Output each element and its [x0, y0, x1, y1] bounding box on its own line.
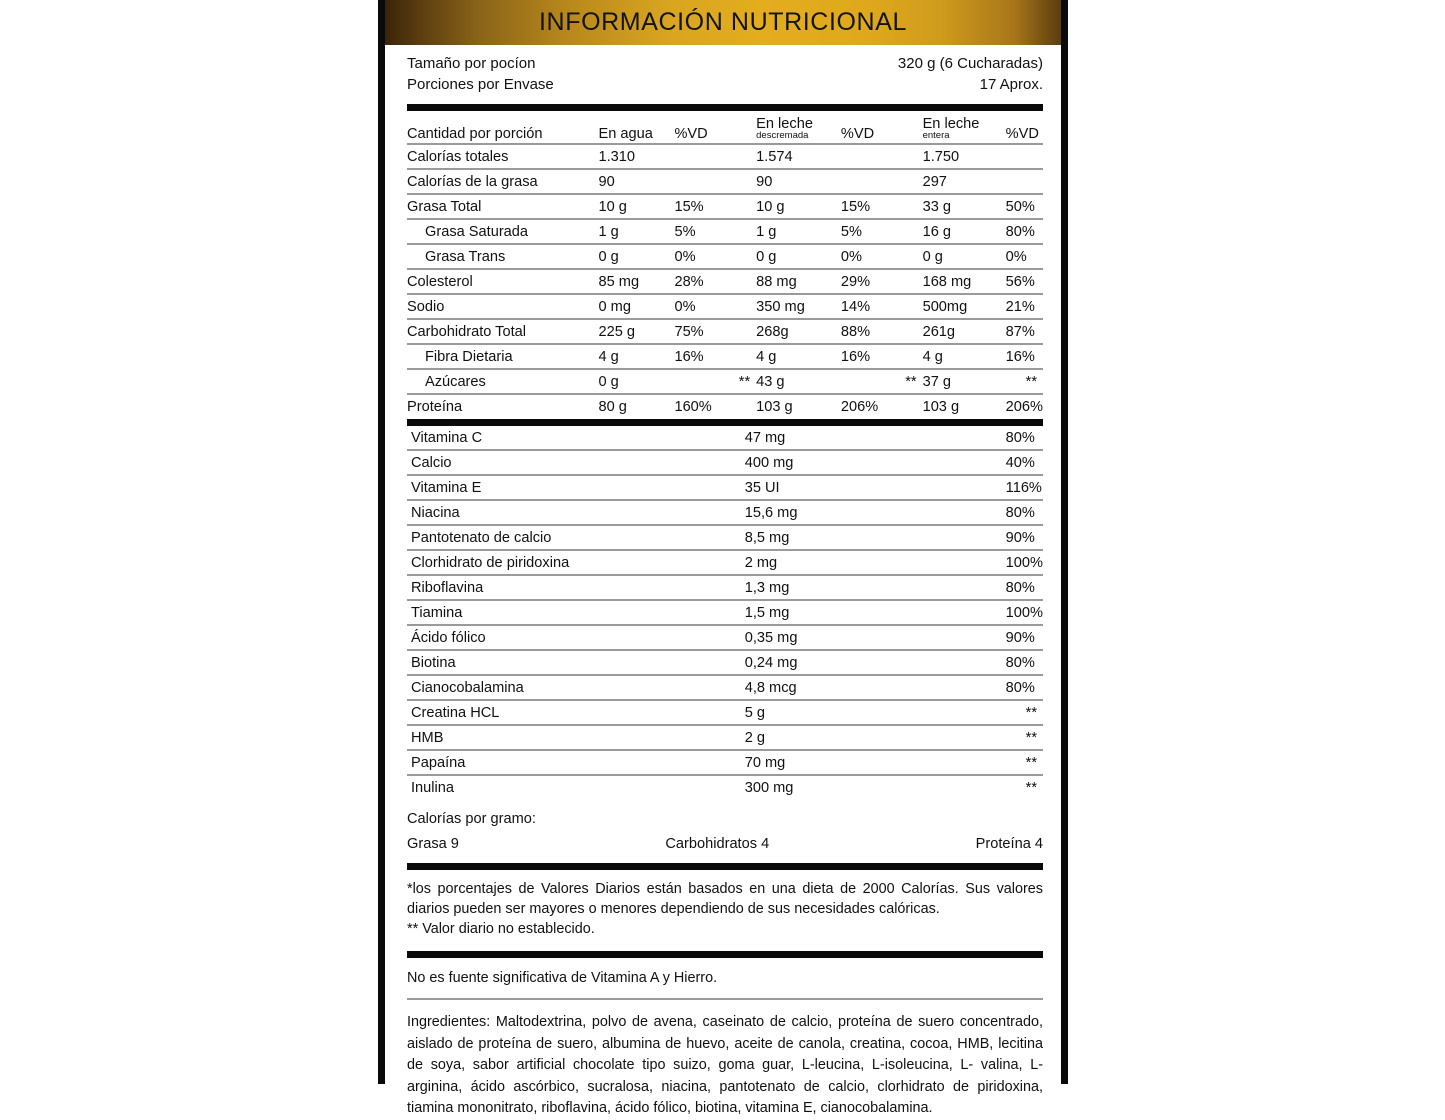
pct-water: 160%: [674, 394, 756, 418]
divider-thick-after-protein: [407, 419, 1043, 426]
calories-per-gram-protein: Proteína 4: [975, 836, 1043, 852]
table-row: [407, 194, 1043, 219]
value-water: 0 g: [599, 369, 675, 394]
table-row: [407, 319, 1043, 344]
serving-size-label: Tamaño por pocíon: [407, 55, 536, 72]
pct-whole-milk: 56%: [1006, 269, 1043, 294]
footnote-not-established: ** Valor diario no establecido.: [407, 921, 595, 937]
micronutrient-name: Calcio: [407, 450, 745, 475]
value-whole-milk: 0 g: [923, 244, 1006, 269]
value-whole-milk: 168 mg: [923, 269, 1006, 294]
table-row: [407, 219, 1043, 244]
calories-per-gram-block: [385, 799, 1061, 860]
micronutrient-name: Clorhidrato de piridoxina: [407, 550, 745, 575]
pct-water: 0%: [674, 294, 756, 319]
pct-skim-milk: [841, 169, 923, 194]
nutrient-name: Calorías de la grasa: [407, 169, 599, 194]
micronutrient-pct: 90%: [1006, 525, 1043, 550]
header-col-skim-milk-sub: descremada: [756, 130, 809, 141]
footnotes-block: [385, 870, 1061, 948]
pct-water: 15%: [674, 194, 756, 219]
nutrient-name: Colesterol: [407, 269, 599, 294]
table-row: [407, 525, 1043, 550]
nutrient-name: Grasa Saturada: [407, 219, 599, 244]
value-whole-milk: 33 g: [923, 194, 1006, 219]
value-whole-milk: 16 g: [923, 219, 1006, 244]
divider-thick-before-not-significant: [407, 951, 1043, 958]
pct-whole-milk: 206%: [1006, 394, 1043, 418]
page-title: INFORMACIÓN NUTRICIONAL: [539, 8, 907, 36]
table-row: [407, 294, 1043, 319]
micronutrient-pct: 116%: [1006, 475, 1043, 500]
value-whole-milk: 261g: [923, 319, 1006, 344]
micronutrient-amount: 2 g: [745, 725, 1006, 750]
micronutrient-amount: 1,3 mg: [745, 575, 1006, 600]
nutrient-name: Carbohidrato Total: [407, 319, 599, 344]
pct-whole-milk: 80%: [1006, 219, 1043, 244]
micronutrient-pct: **: [1006, 750, 1043, 775]
ingredients-text: Ingredientes: Maltodextrina, polvo de avena, caseinato de calcio, proteína de suero concentrado, aislado de proteína de suero, albumina de huevo, aceite de canola, creatina, cocoa, HMB, lecitina de soya, sabor artificial chocolate tipo suizo, goma guar, L-leucina, L-isoleucina, L- valina, L- arginina, ácido ascórbico, sucralosa, niacina, pantotenato de calcio, clorhidrato de piridoxina, tiamina mononitrato, riboflavina, ácido fólico, biotina, vitamina E, cianocobalamina.: [407, 1014, 1043, 1116]
value-water: 1.310: [599, 144, 675, 169]
calories-per-gram-carbs: Carbohidratos 4: [665, 836, 770, 852]
micronutrient-amount: 300 mg: [745, 775, 1006, 799]
micronutrient-pct: 100%: [1006, 550, 1043, 575]
nutrient-name: Calorías totales: [407, 144, 599, 169]
nutrition-facts-panel: [378, 0, 1068, 1116]
micronutrient-pct: 80%: [1006, 650, 1043, 675]
micronutrient-amount: 5 g: [745, 700, 1006, 725]
nutrient-name: Fibra Dietaria: [407, 344, 599, 369]
micronutrient-name: Ácido fólico: [407, 625, 745, 650]
micronutrient-amount: 15,6 mg: [745, 500, 1006, 525]
value-water: 90: [599, 169, 675, 194]
micronutrient-name: Vitamina C: [411, 430, 483, 446]
pct-whole-milk: 50%: [1006, 194, 1043, 219]
value-skim-milk: 103 g: [756, 394, 841, 418]
value-water: 80 g: [599, 394, 675, 418]
pct-whole-milk: 16%: [1006, 344, 1043, 369]
value-skim-milk: 1.574: [756, 144, 841, 169]
pct-skim-milk: 16%: [841, 344, 923, 369]
pct-skim-milk: 0%: [841, 244, 923, 269]
nutrition-table-header: [407, 111, 1043, 144]
pct-whole-milk: 0%: [1006, 244, 1043, 269]
value-whole-milk: 37 g: [923, 369, 1006, 394]
table-row: [407, 650, 1043, 675]
value-skim-milk: 90: [756, 169, 841, 194]
micronutrient-name: Tiamina: [407, 600, 745, 625]
value-skim-milk: 268g: [756, 319, 841, 344]
micronutrient-pct: 80%: [1005, 430, 1035, 446]
value-water: 225 g: [599, 319, 675, 344]
micronutrient-pct: **: [1006, 775, 1043, 799]
value-water: 4 g: [599, 344, 675, 369]
table-row: [407, 575, 1043, 600]
micronutrient-name: Pantotenato de calcio: [407, 525, 745, 550]
pct-skim-milk: 206%: [841, 394, 923, 418]
micronutrient-name: Biotina: [407, 650, 745, 675]
serving-info-block: [385, 45, 1061, 101]
pct-skim-milk: **: [841, 369, 923, 394]
micronutrient-amount: 0,24 mg: [745, 650, 1006, 675]
table-row: [407, 500, 1043, 525]
servings-per-container-row: [407, 74, 1043, 95]
pct-whole-milk: [1006, 144, 1043, 169]
nutrient-name: Grasa Trans: [407, 244, 599, 269]
nutrient-name: Azúcares: [407, 369, 599, 394]
value-skim-milk: 350 mg: [756, 294, 841, 319]
value-skim-milk: 4 g: [756, 344, 841, 369]
micronutrient-amount: 8,5 mg: [745, 525, 1006, 550]
table-row: [407, 675, 1043, 700]
micronutrient-pct: **: [1006, 700, 1043, 725]
nutrition-table: [407, 111, 1043, 418]
divider-thick-before-footnotes: [407, 863, 1043, 870]
micronutrient-amount: 400 mg: [745, 450, 1006, 475]
micronutrient-pct: 90%: [1006, 625, 1043, 650]
pct-water: 75%: [674, 319, 756, 344]
table-row: [407, 450, 1043, 475]
value-water: 1 g: [599, 219, 675, 244]
table-row: [407, 775, 1043, 799]
value-skim-milk: 0 g: [756, 244, 841, 269]
value-skim-milk: 43 g: [756, 369, 841, 394]
micronutrient-name: Papaína: [407, 750, 745, 775]
value-water: 10 g: [599, 194, 675, 219]
calories-per-gram-fat: Grasa 9: [407, 836, 459, 852]
pct-whole-milk: 21%: [1006, 294, 1043, 319]
micronutrient-amount: 35 UI: [745, 475, 1006, 500]
table-row: [407, 725, 1043, 750]
value-whole-milk: 103 g: [923, 394, 1006, 418]
micronutrient-name: Inulina: [407, 775, 745, 799]
header-col-whole-milk-sub: entera: [922, 130, 950, 141]
pct-skim-milk: [841, 144, 923, 169]
divider-thick-top: [407, 104, 1043, 111]
value-whole-milk: 4 g: [923, 344, 1006, 369]
servings-per-container-value: 17 Aprox.: [979, 76, 1043, 93]
micronutrient-amount: 47 mg: [744, 430, 786, 446]
micronutrient-name: Vitamina E: [407, 475, 745, 500]
micronutrient-amount: 70 mg: [745, 750, 1006, 775]
pct-skim-milk: 88%: [841, 319, 923, 344]
micronutrient-pct: 80%: [1006, 675, 1043, 700]
pct-skim-milk: 5%: [841, 219, 923, 244]
micronutrient-name: Cianocobalamina: [407, 675, 745, 700]
nutrient-name: Grasa Total: [407, 194, 599, 219]
nutrient-name: Sodio: [407, 294, 599, 319]
table-row: [407, 600, 1043, 625]
table-row: [407, 144, 1043, 169]
value-whole-milk: 1.750: [923, 144, 1006, 169]
value-water: 85 mg: [599, 269, 675, 294]
micronutrient-pct: **: [1006, 725, 1043, 750]
micronutrient-name: Creatina HCL: [407, 700, 745, 725]
calories-per-gram-title: Calorías por gramo:: [407, 811, 536, 827]
table-row: [407, 269, 1043, 294]
header-col-whole-milk-pct: %VD: [1005, 126, 1039, 142]
pct-water: 5%: [674, 219, 756, 244]
micronutrient-amount: 2 mg: [745, 550, 1006, 575]
micronutrient-name: Riboflavina: [407, 575, 745, 600]
table-row: [407, 369, 1043, 394]
micronutrient-pct: 40%: [1006, 450, 1043, 475]
table-row: [407, 426, 1043, 450]
pct-whole-milk: **: [1006, 369, 1043, 394]
value-whole-milk: 500mg: [923, 294, 1006, 319]
value-skim-milk: 1 g: [756, 219, 841, 244]
header-col-whole-milk: [923, 111, 1006, 144]
pct-water: **: [674, 369, 756, 394]
footnote-daily-values: *los porcentajes de Valores Diarios están basados en una dieta de 2000 Calorías. Sus valores diarios pueden ser mayores o menores dependiendo de sus necesidades calóricas.: [407, 881, 1043, 917]
micronutrient-pct: 80%: [1006, 500, 1043, 525]
table-row: [407, 700, 1043, 725]
pct-water: [674, 144, 756, 169]
header-col-water-pct: %VD: [674, 126, 708, 142]
header-col-skim-milk-main: En leche: [756, 116, 813, 132]
serving-size-value: 320 g (6 Cucharadas): [897, 55, 1043, 72]
nutrient-name: Proteína: [407, 394, 599, 418]
table-row: [407, 344, 1043, 369]
header-col-water: En agua: [598, 126, 653, 142]
not-significant-source-text: No es fuente significativa de Vitamina A y Hierro.: [407, 970, 718, 986]
value-water: 0 g: [599, 244, 675, 269]
table-row: [407, 169, 1043, 194]
value-skim-milk: 88 mg: [756, 269, 841, 294]
header-amount-per-serving: Cantidad por porción: [407, 126, 543, 142]
calories-per-gram-row: [407, 832, 1043, 856]
micronutrient-name: HMB: [407, 725, 745, 750]
header-col-skim-milk: [756, 111, 841, 144]
not-significant-source-block: [385, 958, 1061, 998]
value-whole-milk: 297: [923, 169, 1006, 194]
table-row: [407, 550, 1043, 575]
table-row: [407, 625, 1043, 650]
pct-water: 28%: [674, 269, 756, 294]
header-col-whole-milk-main: En leche: [922, 116, 980, 132]
micronutrient-amount: 4,8 mcg: [745, 675, 1006, 700]
micronutrients-table: [407, 426, 1043, 799]
micronutrient-amount: 0,35 mg: [745, 625, 1006, 650]
pct-whole-milk: [1006, 169, 1043, 194]
ingredients-block: [385, 1000, 1061, 1120]
pct-skim-milk: 15%: [841, 194, 923, 219]
table-row: [407, 394, 1043, 418]
header-col-skim-milk-pct: %VD: [840, 126, 875, 142]
pct-skim-milk: 14%: [841, 294, 923, 319]
serving-size-row: [407, 53, 1043, 74]
value-water: 0 mg: [599, 294, 675, 319]
table-row: [407, 750, 1043, 775]
pct-water: [674, 169, 756, 194]
pct-skim-milk: 29%: [841, 269, 923, 294]
micronutrient-name: Niacina: [407, 500, 745, 525]
table-row: [407, 244, 1043, 269]
pct-water: 16%: [674, 344, 756, 369]
table-row: [407, 475, 1043, 500]
pct-water: 0%: [674, 244, 756, 269]
micronutrient-pct: 80%: [1006, 575, 1043, 600]
micronutrient-amount: 1,5 mg: [745, 600, 1006, 625]
servings-per-container-label: Porciones por Envase: [407, 76, 554, 93]
nutrition-title-bar: [385, 0, 1061, 45]
pct-whole-milk: 87%: [1006, 319, 1043, 344]
micronutrient-pct: 100%: [1006, 600, 1043, 625]
value-skim-milk: 10 g: [756, 194, 841, 219]
